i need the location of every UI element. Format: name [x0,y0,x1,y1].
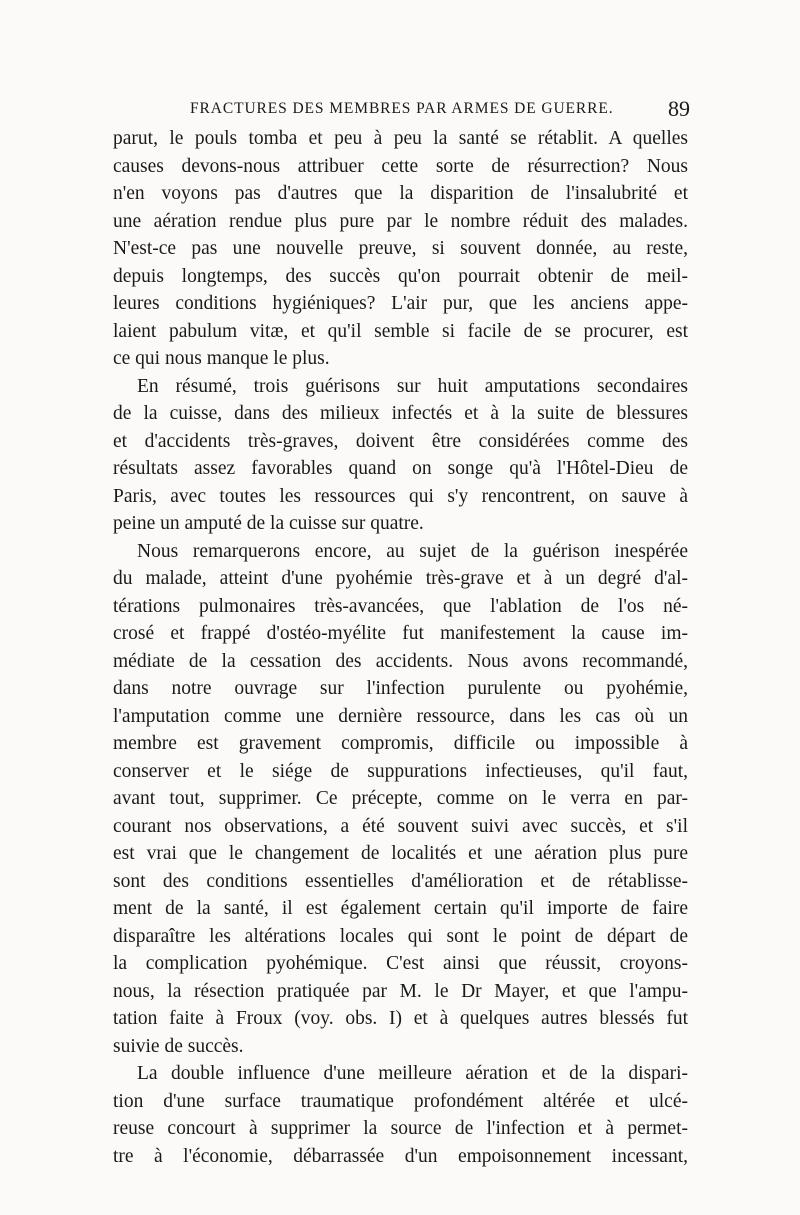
text-line: crosé et frappé d'ostéo-myélite fut manifestement la cause im- [113,623,688,644]
text-line: reuse concourt à supprimer la source de l'infection et à permet- [113,1118,688,1139]
text-line: tre à l'économie, débarrassée d'un empoisonnement incessant, [113,1145,688,1167]
text-line: Nous remarquerons encore, au sujet de la guérison inespérée [137,540,688,562]
text-line: la complication pyohémique. C'est ainsi que réussit, croyons- [113,953,688,974]
paragraph [113,538,688,1061]
text-line: est vrai que le changement de localités et une aération plus pure [113,843,688,864]
text-line: Paris, avec toutes les ressources qui s'y rencontrent, on sauve à [113,485,688,507]
text-line: leures conditions hygiéniques? L'air pur, que les anciens appe- [113,293,688,314]
text-line: conserver et le siége de suppurations infectieuses, qu'il faut, [113,760,688,782]
text-line: sont des conditions essentielles d'amélioration et de rétablisse- [113,870,688,892]
text-line: ment de la santé, il est également certain qu'il importe de faire [113,898,688,919]
text-line: suivie de succès. [113,1035,244,1057]
text-line: depuis longtemps, des succès qu'on pourrait obtenir de meil- [113,265,688,287]
text-line: n'en voyons pas d'autres que la disparition de l'insalubrité et [113,183,688,204]
paragraph [113,373,688,538]
text-line: et d'accidents très-graves, doivent être considérées comme des [113,430,688,452]
text-line: tation faite à Froux (voy. obs. I) et à quelques autres blessés fut [113,1008,688,1029]
paragraph [113,125,688,373]
text-line: médiate de la cessation des accidents. Nous avons recommandé, [113,650,688,672]
text-line: dans notre ouvrage sur l'infection purulente ou pyohémie, [113,678,688,699]
paragraph [113,1060,688,1170]
text-line: nous, la résection pratiquée par M. le Dr Mayer, et que l'ampu- [113,980,688,1002]
text-line: laient pabulum vitæ, et qu'il semble si facile de se procurer, est [113,320,688,342]
text-line: ce qui nous manque le plus. [113,348,330,369]
text-line: du malade, atteint d'une pyohémie très-grave et à un degré d'al- [113,568,688,589]
text-line: membre est gravement compromis, difficile ou impossible à [113,733,688,754]
text-line: l'amputation comme une dernière ressource, dans les cas où un [113,705,688,727]
text-line: N'est-ce pas une nouvelle preuve, si souvent donnée, au reste, [113,238,688,259]
text-line: de la cuisse, dans des milieux infectés et à la suite de blessures [113,403,688,424]
text-line: La double influence d'une meilleure aération et de la dispari- [137,1063,688,1084]
running-header [190,96,690,122]
text-line: tion d'une surface traumatique profondément altérée et ulcé- [113,1090,688,1112]
text-line: causes devons-nous attribuer cette sorte de résurrection? Nous [113,155,688,177]
text-line: résultats assez favorables quand on songe qu'à l'Hôtel-Dieu de [113,458,688,479]
text-line: une aération rendue plus pure par le nombre réduit des malades. [113,210,688,232]
running-title: FRACTURES DES MEMBRES PAR ARMES DE GUERRE. [190,100,614,117]
body-text [113,125,688,1170]
text-line: térations pulmonaires très-avancées, que l'ablation de l'os né- [113,595,688,617]
text-line: peine un amputé de la cuisse sur quatre. [113,513,424,534]
text-line: avant tout, supprimer. Ce précepte, comme on le verra en par- [113,788,688,809]
page-number: 89 [668,96,690,121]
text-line: disparaître les altérations locales qui sont le point de départ de [113,925,688,947]
text-line: courant nos observations, a été souvent suivi avec succès, et s'il [113,815,688,837]
text-line: parut, le pouls tomba et peu à peu la santé se rétablit. A quelles [113,128,688,149]
text-line: En résumé, trois guérisons sur huit amputations secondaires [137,375,688,397]
